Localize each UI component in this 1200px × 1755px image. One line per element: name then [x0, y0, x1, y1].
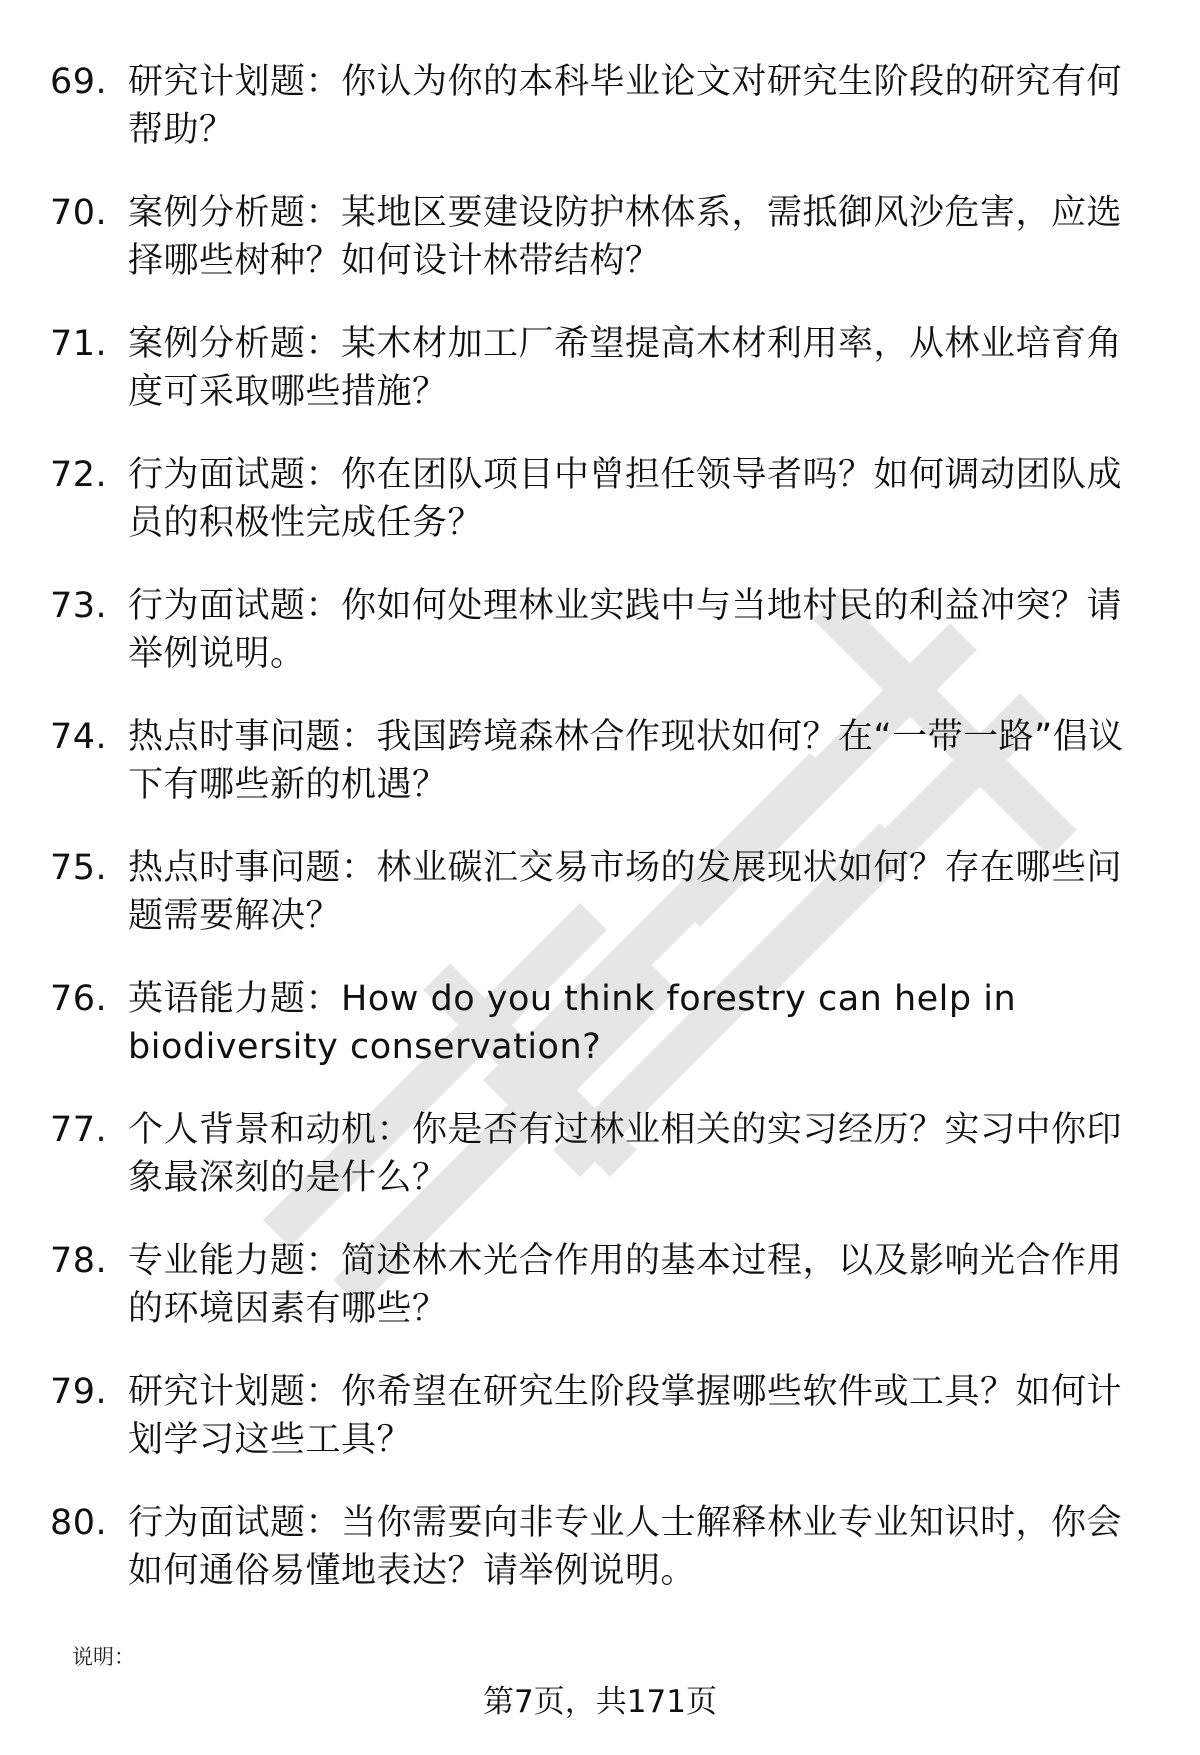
- question-number: 70.: [50, 193, 108, 233]
- question-number: 78.: [50, 1241, 108, 1281]
- question-text: 研究计划题：你希望在研究生阶段掌握哪些软件或工具？如何计划学习这些工具？: [128, 1372, 1123, 1460]
- question-text: 个人背景和动机：你是否有过林业相关的实习经历？实习中你印象最深刻的是什么？: [128, 1110, 1123, 1198]
- question-item: [50, 1237, 1140, 1333]
- question-number: 79.: [50, 1372, 108, 1412]
- question-text: 行为面试题：你在团队项目中曾担任领导者吗？如何调动团队成员的积极性完成任务？: [128, 455, 1123, 543]
- question-text: 案例分析题：某木材加工厂希望提高木材利用率，从林业培育角度可采取哪些措施？: [128, 324, 1123, 412]
- question-item: [50, 189, 1140, 285]
- question-text: 热点时事问题：我国跨境森林合作现状如何？在“一带一路”倡议下有哪些新的机遇？: [128, 717, 1124, 805]
- question-number: 69.: [50, 62, 108, 102]
- question-number: 72.: [50, 455, 108, 495]
- question-number: 77.: [50, 1110, 108, 1150]
- question-item: [50, 58, 1140, 154]
- page-number: 第7页，共171页: [483, 1684, 717, 1720]
- question-item: [50, 582, 1140, 678]
- question-number: 75.: [50, 848, 108, 888]
- question-number: 71.: [50, 324, 108, 364]
- question-number: 74.: [50, 717, 108, 757]
- question-text: 行为面试题：你如何处理林业实践中与当地村民的利益冲突？请举例说明。: [128, 586, 1123, 674]
- question-item: [50, 451, 1140, 547]
- question-item: [50, 713, 1140, 809]
- question-item: [50, 975, 1140, 1071]
- question-number: 80.: [50, 1503, 108, 1543]
- question-item: [50, 1368, 1140, 1464]
- question-text: 行为面试题：当你需要向非专业人士解释林业专业知识时，你会如何通俗易懂地表达？请举例说明。: [128, 1503, 1123, 1591]
- question-item: [50, 1106, 1140, 1202]
- question-item: [50, 320, 1140, 416]
- question-text: 英语能力题：How do you think forestry can help in biodiversity conservation?: [128, 979, 1017, 1067]
- question-text: 研究计划题：你认为你的本科毕业论文对研究生阶段的研究有何帮助？: [128, 62, 1123, 150]
- question-item: [50, 844, 1140, 940]
- question-number: 76.: [50, 979, 108, 1019]
- question-number: 73.: [50, 586, 108, 626]
- question-text: 案例分析题：某地区要建设防护林体系，需抵御风沙危害，应选择哪些树种？如何设计林带结构？: [128, 193, 1123, 281]
- footnote-label: 说明：: [72, 1645, 135, 1669]
- question-text: 专业能力题：简述林木光合作用的基本过程，以及影响光合作用的环境因素有哪些？: [128, 1241, 1123, 1329]
- question-list: [50, 58, 1140, 1630]
- question-text: 热点时事问题：林业碳汇交易市场的发展现状如何？存在哪些问题需要解决？: [128, 848, 1123, 936]
- question-item: [50, 1499, 1140, 1595]
